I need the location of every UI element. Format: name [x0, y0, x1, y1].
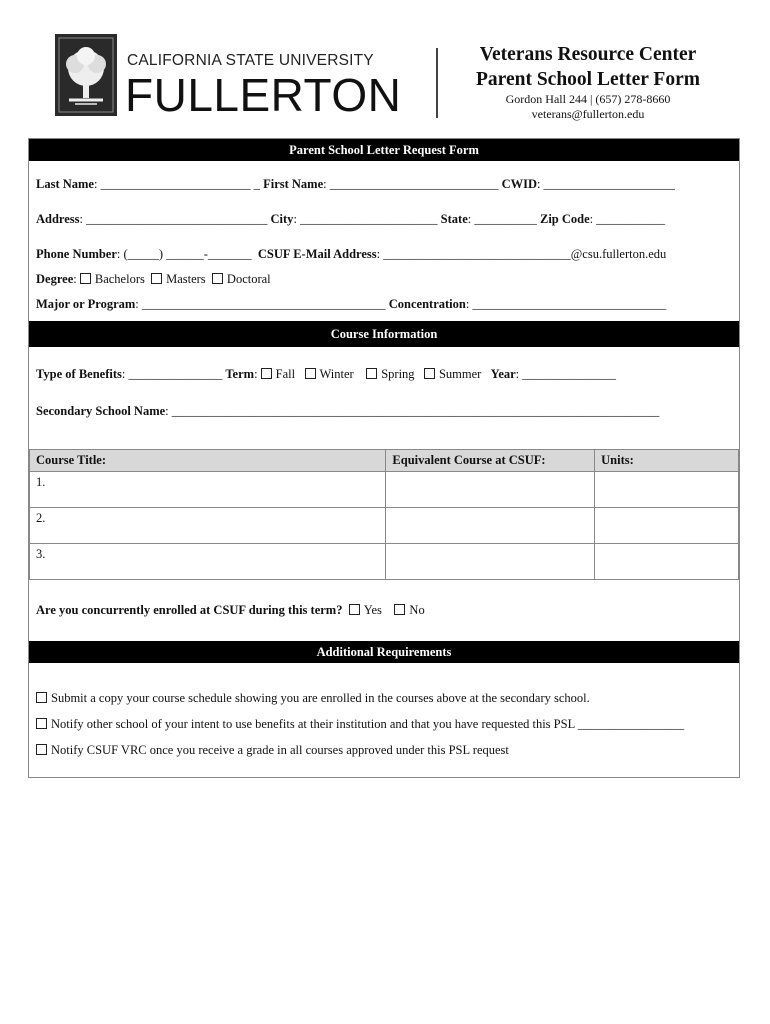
city-field[interactable]: ______________________ [300, 212, 438, 226]
concurrent-row [36, 603, 425, 618]
degree-doctoral-label: Doctoral [226, 272, 271, 286]
equivalent-course-header: Equivalent Course at CSUF: [386, 450, 595, 472]
benefits-row: Type of Benefits: _______________ Term: Fall Winter Spring Summer Year: _______________ [36, 367, 617, 381]
section-request-bar: Parent School Letter Request Form [29, 139, 739, 161]
requirement-3-text: Notify CSUF VRC once you receive a grade in all courses approved under this PSL request [51, 743, 509, 757]
email-field[interactable]: ______________________________ [383, 247, 571, 261]
concurrent-yes-label: Yes [363, 603, 382, 617]
requirement-item [36, 691, 590, 706]
degree-masters-checkbox[interactable] [151, 273, 162, 284]
benefits-field[interactable]: _______________ [128, 367, 223, 381]
logo-fullerton-line: FULLERTON [125, 69, 402, 121]
term-label: Term [225, 367, 255, 381]
equivalent-course-cell[interactable] [386, 508, 595, 544]
requirement-3-checkbox[interactable] [36, 744, 47, 755]
school-row: Secondary School Name: ______________________________________________________________________________ [36, 404, 660, 418]
term-winter-label: Winter [319, 367, 354, 381]
major-label: Major or Program [36, 297, 136, 311]
requirement-1-text: Submit a copy your course schedule showing you are enrolled in the courses above at the secondary school. [51, 691, 590, 705]
requirement-item [36, 743, 509, 758]
concurrent-yes-checkbox[interactable] [349, 604, 360, 615]
state-field[interactable]: __________ [474, 212, 537, 226]
equivalent-course-cell[interactable] [386, 544, 595, 580]
name-row: Last Name: ________________________ _ First Name: ___________________________ CWID: _____________________ [36, 177, 675, 191]
request-form [28, 138, 740, 778]
course-title-cell[interactable]: 2. [30, 508, 386, 544]
zip-label: Zip Code [539, 212, 590, 226]
concentration-field[interactable]: _______________________________ [472, 297, 667, 311]
requirement-1-checkbox[interactable] [36, 692, 47, 703]
units-header: Units: [595, 450, 739, 472]
course-table [29, 449, 739, 580]
term-fall-checkbox[interactable] [261, 368, 272, 379]
address-row: Address: _____________________________ City: ______________________ State: __________ Zip Code: ___________ [36, 212, 666, 226]
concentration-label: Concentration [388, 297, 466, 311]
term-summer-checkbox[interactable] [424, 368, 435, 379]
requirement-2-field[interactable]: _________________ [577, 717, 685, 731]
logo-university-line: CALIFORNIA STATE UNIVERSITY [127, 52, 374, 69]
header-divider [436, 48, 438, 118]
header-address: Gordon Hall 244 | (657) 278-8660 [505, 92, 671, 106]
zip-field[interactable]: ___________ [596, 212, 666, 226]
table-row [30, 472, 739, 508]
units-cell[interactable] [595, 544, 739, 580]
units-cell[interactable] [595, 472, 739, 508]
tree-emblem-icon [55, 34, 117, 116]
year-field[interactable]: _______________ [522, 367, 617, 381]
contact-row: Phone Number: (_____) ______-_______ CSUF E-Mail Address: ______________________________@csu.fullerton.edu [36, 247, 667, 261]
course-title-cell[interactable]: 3. [30, 544, 386, 580]
degree-masters-label: Masters [166, 272, 206, 286]
degree-row: Degree: Bachelors Masters Doctoral [36, 272, 271, 286]
equivalent-course-cell[interactable] [386, 472, 595, 508]
major-row: Major or Program: _______________________________________ Concentration: _______________________________ [36, 297, 667, 311]
course-title-header: Course Title: [30, 450, 386, 472]
degree-bachelors-checkbox[interactable] [80, 273, 91, 284]
cwid-field[interactable]: _____________________ [543, 177, 675, 191]
benefits-label: Type of Benefits [36, 367, 122, 381]
course-title-cell[interactable]: 1. [30, 472, 386, 508]
concurrent-no-label: No [409, 603, 425, 617]
term-spring-label: Spring [381, 367, 415, 381]
term-spring-checkbox[interactable] [366, 368, 377, 379]
term-fall-label: Fall [275, 367, 296, 381]
header-title-2: Parent School Letter Form [475, 69, 700, 90]
email-label: CSUF E-Mail Address [257, 247, 377, 261]
first-name-field[interactable]: ___________________________ [329, 177, 499, 191]
requirement-item [36, 717, 684, 732]
phone-field[interactable]: (_____) ______-_______ [123, 247, 252, 261]
last-name-field[interactable]: ________________________ [100, 177, 251, 191]
city-label: City [270, 212, 294, 226]
header-title-1: Veterans Resource Center [479, 44, 697, 65]
phone-label: Phone Number [36, 247, 117, 261]
section-additional-bar: Additional Requirements [29, 641, 739, 663]
table-row [30, 544, 739, 580]
last-name-label: Last Name [36, 177, 94, 191]
secondary-school-field[interactable]: ______________________________________________________________________________ [171, 404, 660, 418]
major-field[interactable]: _______________________________________ [141, 297, 386, 311]
concurrent-question: Are you concurrently enrolled at CSUF during this term? [36, 603, 343, 617]
degree-bachelors-label: Bachelors [94, 272, 145, 286]
term-winter-checkbox[interactable] [305, 368, 316, 379]
state-label: State [440, 212, 468, 226]
degree-label: Degree [36, 272, 74, 286]
email-suffix: @csu.fullerton.edu [570, 247, 667, 261]
first-name-label: First Name [263, 177, 324, 191]
cwid-label: CWID [501, 177, 538, 191]
address-field[interactable]: _____________________________ [86, 212, 268, 226]
table-row [30, 508, 739, 544]
requirement-2-text: Notify other school of your intent to use benefits at their institution and that you have requested this PSL [51, 717, 575, 731]
year-label: Year [490, 367, 516, 381]
concurrent-no-checkbox[interactable] [394, 604, 405, 615]
address-label: Address [36, 212, 80, 226]
requirement-2-checkbox[interactable] [36, 718, 47, 729]
form-header [450, 42, 726, 122]
secondary-school-label: Secondary School Name [36, 404, 166, 418]
term-summer-label: Summer [438, 367, 482, 381]
course-table-header [30, 450, 739, 472]
degree-doctoral-checkbox[interactable] [212, 273, 223, 284]
csuf-logo [55, 34, 415, 120]
units-cell[interactable] [595, 508, 739, 544]
header-email: veterans@fullerton.edu [531, 107, 645, 121]
section-course-bar: Course Information [29, 321, 739, 347]
